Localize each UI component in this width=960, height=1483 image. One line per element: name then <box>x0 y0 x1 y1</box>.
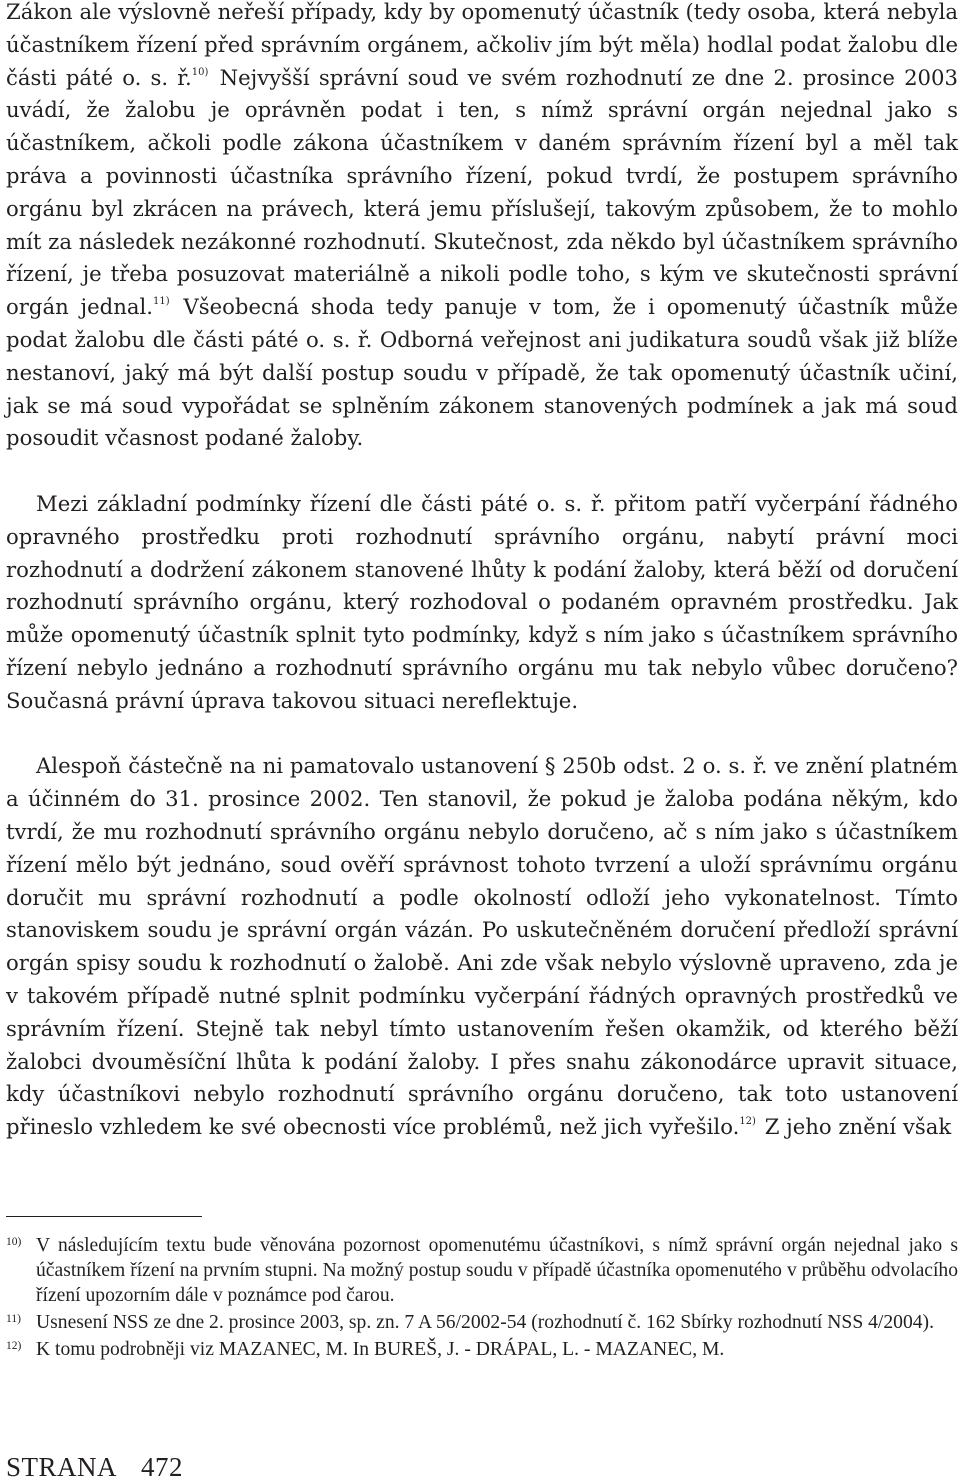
paragraph-1-text-b: Nejvyšší správní soud ve svém rozhodnutí ze dne 2. prosince 2003 uvádí, že žalobu je oprávněn podat i ten, s nímž správní orgán nejednal jako s účastníkem, ačkoli podle zákona účastníkem v daném správním řízení byl a měl tak práva a povinnosti účastníka správního řízení, pokud tvrdí, že postupem správního orgánu byl zkrácen na právech, která jemu příslušejí, takovým způsobem, že to mohlo mít za následek nezákonné rozhodnutí. Skutečnost, zda někdo byl účastníkem správního řízení, je třeba posuzovat materiálně a nikoli podle toho, s kým ve skutečnosti správní orgán jednal. <box>6 64 958 320</box>
footnote-text: V následujícím textu bude věnována pozornost opomenutému účastníkovi, s nímž správní orgán nejednal jako s účastníkem řízení na prvním stupni. Na možný postup soudu v případě účastníka opomenutého v průběhu odvolacího řízení upozorním dále v poznámce pod čarou. <box>36 1235 958 1306</box>
paragraph-3-text-b: Z jeho znění však <box>757 1114 952 1140</box>
page-number-label <box>6 1452 183 1482</box>
footnote-separator <box>6 1216 202 1217</box>
paragraph-3 <box>6 750 958 1144</box>
footnote-number: 11) <box>6 1313 21 1325</box>
footnote-10 <box>6 1233 958 1308</box>
footnote-ref-10: 10) <box>191 66 209 78</box>
footnote-text: K tomu podrobněji viz MAZANEC, M. In BUREŠ, J. - DRÁPAL, L. - MAZANEC, M. <box>36 1339 725 1360</box>
page-number: 472 <box>141 1452 184 1482</box>
paragraph-1-text-c: Všeobecná shoda tedy panuje v tom, že i opomenutý účastník může podat žalobu dle části páté o. s. ř. Odborná veřejnost ani judikatura soudů však již blíže nestanoví, jaký má být další postup soudu v případě, že tak opomenutý účastník učiní, jak se má soud vypořádat se splněním zákonem stanovených podmínek a jak má soud posoudit včasnost podané žaloby. <box>6 294 958 451</box>
footnote-text: Usnesení NSS ze dne 2. prosince 2003, sp. zn. 7 A 56/2002-54 (rozhodnutí č. 162 Sbírky rozhodnutí NSS 4/2004). <box>36 1312 934 1333</box>
paragraph-1-text-a: Zákon ale výslovně neřeší případy, kdy by opomenutý účastník (tedy osoba, která nebyla účastníkem řízení před správním orgánem, ačkoliv jím být měla) hodlal podat žalobu dle části páté o. s. ř. <box>6 0 958 90</box>
footnote-number: 12) <box>6 1340 22 1352</box>
body-text <box>6 0 958 1144</box>
paragraph-1 <box>6 0 958 455</box>
footnote-12 <box>6 1337 958 1362</box>
footnote-number: 10) <box>6 1236 22 1248</box>
footnote-ref-11: 11) <box>152 296 170 308</box>
footnote-11 <box>6 1310 958 1335</box>
page-label-word: STRANA <box>6 1452 118 1482</box>
footnote-ref-12: 12) <box>739 1116 756 1128</box>
paragraph-2: Mezi základní podmínky řízení dle části páté o. s. ř. přitom patří vyčerpání řádného opravného prostředku proti rozhodnutí správního orgánu, nabytí právní moci rozhodnutí a dodržení zákonem stanovené lhůty k podání žaloby, která běží od doručení rozhodnutí správního orgánu, který rozhodoval o podaném opravném prostředku. Jak může opomenutý účastník splnit tyto podmínky, když s ním jako s účastníkem správního řízení nebylo jednáno a rozhodnutí správního orgánu mu tak nebylo vůbec doručeno? Současná právní úprava takovou situaci nereflektuje. <box>6 490 958 713</box>
paragraph-3-text-a: Alespoň částečně na ni pamatovalo ustanovení § 250b odst. 2 o. s. ř. ve znění platném a účinném do 31. prosince 2002. Ten stanovil, že pokud je žaloba podána někým, kdo tvrdí, že mu rozhodnutí správního orgánu nebylo doručeno, ač s ním jako s účastníkem řízení mělo být jednáno, soud ověří správnost tohoto tvrzení a uloží správnímu orgánu doručit mu správní rozhodnutí a podle okolností odloží jeho vykonatelnost. Tímto stanoviskem soudu je správní orgán vázán. Po uskutečněném doručení předloží správní orgán spisy soudu k rozhodnutí o žalobě. Ani zde však nebylo výslovně upraveno, zda je v takovém případě nutné splnit podmínku vyčerpání řádných opravných prostředků ve správním řízení. Stejně tak nebyl tímto ustanovením řešen okamžik, od kterého běží žalobci dvouměsíční lhůta k podání žaloby. I přes snahu zákonodárce upravit situace, kdy účastníkovi nebylo rozhodnutí správního orgánu doručeno, tak toto ustanovení přineslo vzhledem ke své obecnosti více problémů, než jich vyřešilo. <box>6 753 958 1140</box>
footnotes <box>6 1233 958 1364</box>
